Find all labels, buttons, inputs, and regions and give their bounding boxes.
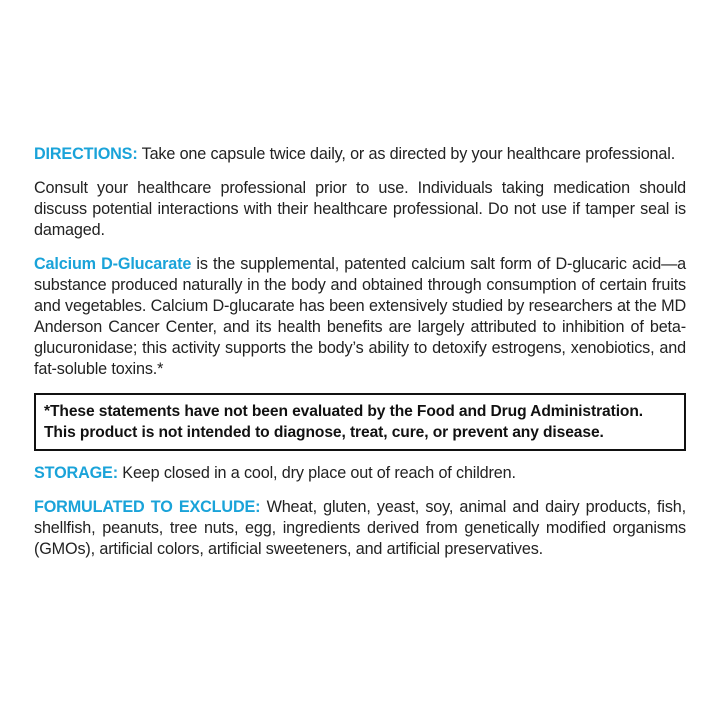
- caution-text: Consult your healthcare professional prior to use. Individuals taking medication should discuss potential interactions with their healthcare professional. Do not use if tamper seal is damaged.: [34, 179, 686, 239]
- description-text: is the supplemental, patented calcium salt form of D-glucaric acid—a substance produced naturally in the body and obtained through consumption of certain fruits and vegetables. Calcium D-glucarate has been extensively studied by researchers at the MD Anderson Cancer Center, and its health benefits are largely attributed to inhibition of beta-glucuronidase; this activity supports the body’s ability to detoxify estrogens, xenobiotics, and fat-soluble toxins.*: [34, 255, 686, 378]
- formulated-to-exclude-paragraph: [34, 497, 686, 560]
- caution-paragraph: [34, 178, 686, 241]
- directions-text: Take one capsule twice daily, or as directed by your healthcare professional.: [137, 145, 676, 163]
- storage-label: STORAGE:: [34, 464, 118, 482]
- storage-text: Keep closed in a cool, dry place out of reach of children.: [117, 464, 516, 482]
- fda-disclaimer-line-1: *These statements have not been evaluated by the Food and Drug Administration.: [44, 403, 644, 420]
- storage-paragraph: [34, 463, 686, 484]
- product-name-label: Calcium D-Glucarate: [34, 255, 192, 273]
- fda-disclaimer-box: [34, 393, 686, 451]
- formulated-to-exclude-text: Wheat, gluten, yeast, soy, animal and dairy products, fish, shellfish, peanuts, tree nuts, egg, ingredients derived from genetically modified organisms (GMOs), artificial colors, artificial sweeteners, and artificial preservatives.: [34, 498, 686, 558]
- directions-paragraph: [34, 144, 686, 165]
- description-paragraph: [34, 254, 686, 380]
- fda-disclaimer-line-2: This product is not intended to diagnose, treat, cure, or prevent any disease.: [44, 424, 604, 441]
- formulated-to-exclude-label: FORMULATED TO EXCLUDE:: [34, 498, 261, 516]
- directions-label: DIRECTIONS:: [34, 145, 138, 163]
